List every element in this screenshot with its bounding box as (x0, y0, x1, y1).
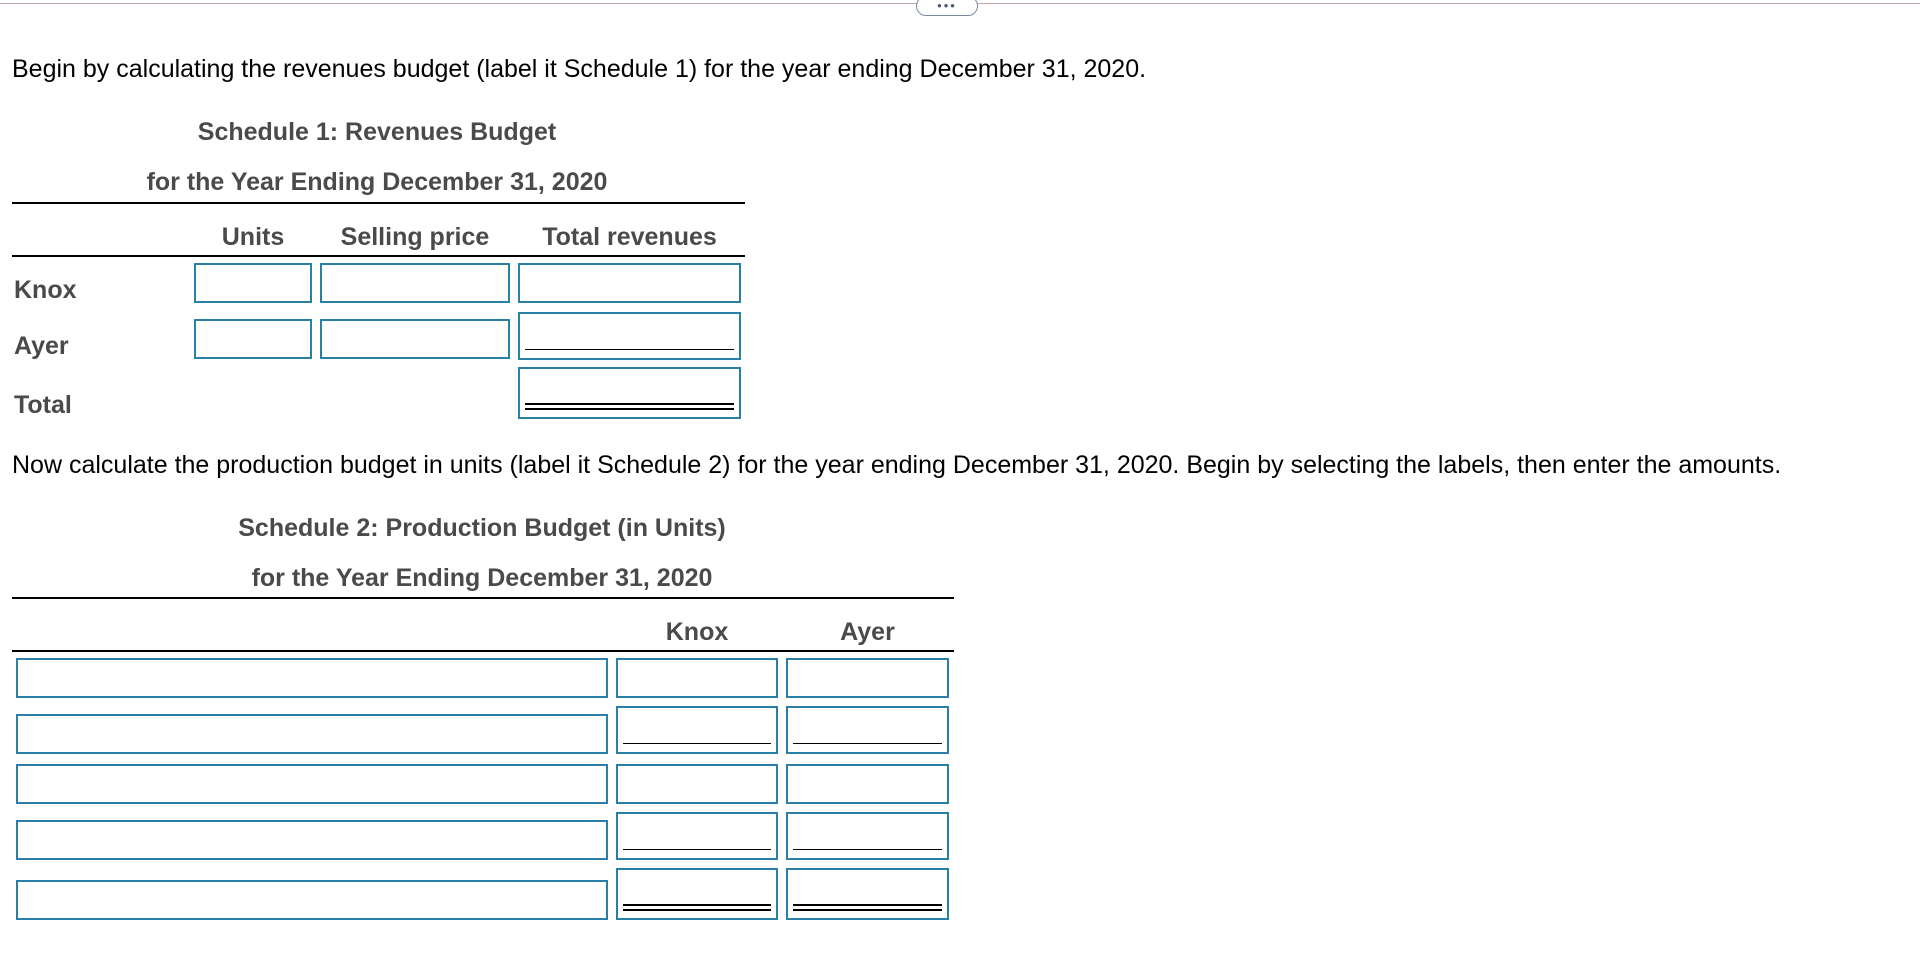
schedule2-row5-label-select[interactable] (16, 880, 608, 920)
schedule2-row1-ayer-input[interactable] (786, 658, 949, 698)
top-separator (0, 0, 1920, 13)
schedule1-subtitle: for the Year Ending December 31, 2020 (146, 168, 608, 196)
schedule1-header-rule (12, 255, 745, 257)
schedule1-col-total-revenues: Total revenues (542, 223, 717, 251)
knox-total-revenues-input[interactable] (518, 263, 741, 303)
schedule2-row3-knox-input[interactable] (616, 764, 778, 804)
single-underline (623, 743, 771, 744)
schedule2-row4-label-select[interactable] (16, 820, 608, 860)
schedule2-row2-knox-input[interactable] (616, 706, 778, 754)
single-underline (525, 349, 734, 350)
schedule2-row2-ayer-input[interactable] (786, 706, 949, 754)
double-underline (793, 904, 942, 911)
single-underline (793, 849, 942, 850)
schedule2-row4-knox-input[interactable] (616, 812, 778, 860)
schedule2-header-rule (12, 650, 954, 652)
double-underline (525, 403, 734, 410)
schedule2-row4-ayer-input[interactable] (786, 812, 949, 860)
schedule1-title-rule (12, 202, 745, 204)
schedule1-row-knox-label: Knox (14, 276, 77, 304)
knox-selling-price-input[interactable] (320, 263, 510, 303)
schedule2-subtitle: for the Year Ending December 31, 2020 (251, 564, 713, 592)
schedule2-row1-knox-input[interactable] (616, 658, 778, 698)
schedule2-title: Schedule 2: Production Budget (in Units) (238, 514, 726, 542)
single-underline (623, 849, 771, 850)
schedule2-row2-label-select[interactable] (16, 714, 608, 754)
double-underline (623, 904, 771, 911)
schedule2-row1-label-select[interactable] (16, 658, 608, 698)
schedule2-row5-knox-input[interactable] (616, 868, 778, 920)
total-revenues-input[interactable] (518, 367, 741, 419)
schedule1-col-units: Units (221, 223, 285, 251)
schedule2-row5-ayer-input[interactable] (786, 868, 949, 920)
single-underline (793, 743, 942, 744)
schedule1-row-total-label: Total (14, 391, 72, 419)
knox-units-input[interactable] (194, 263, 312, 303)
schedule1-row-ayer-label: Ayer (14, 332, 69, 360)
schedule1-col-selling-price: Selling price (340, 223, 490, 251)
schedule1-instruction: Begin by calculating the revenues budget (label it Schedule 1) for the year ending December 31, 2020. (12, 55, 1147, 83)
ayer-selling-price-input[interactable] (320, 319, 510, 359)
schedule1-title: Schedule 1: Revenues Budget (197, 118, 557, 146)
more-options-handle[interactable]: ••• (916, 0, 978, 16)
schedule2-instruction: Now calculate the production budget in units (label it Schedule 2) for the year ending December 31, 2020. Begin by selecting the labels, then enter the amounts. (12, 451, 1782, 479)
schedule2-col-knox: Knox (665, 618, 729, 646)
schedule2-row3-ayer-input[interactable] (786, 764, 949, 804)
ayer-total-revenues-input[interactable] (518, 312, 741, 360)
ayer-units-input[interactable] (194, 319, 312, 359)
schedule2-col-ayer: Ayer (840, 618, 895, 646)
schedule2-row3-label-select[interactable] (16, 764, 608, 804)
schedule2-title-rule (12, 597, 954, 599)
